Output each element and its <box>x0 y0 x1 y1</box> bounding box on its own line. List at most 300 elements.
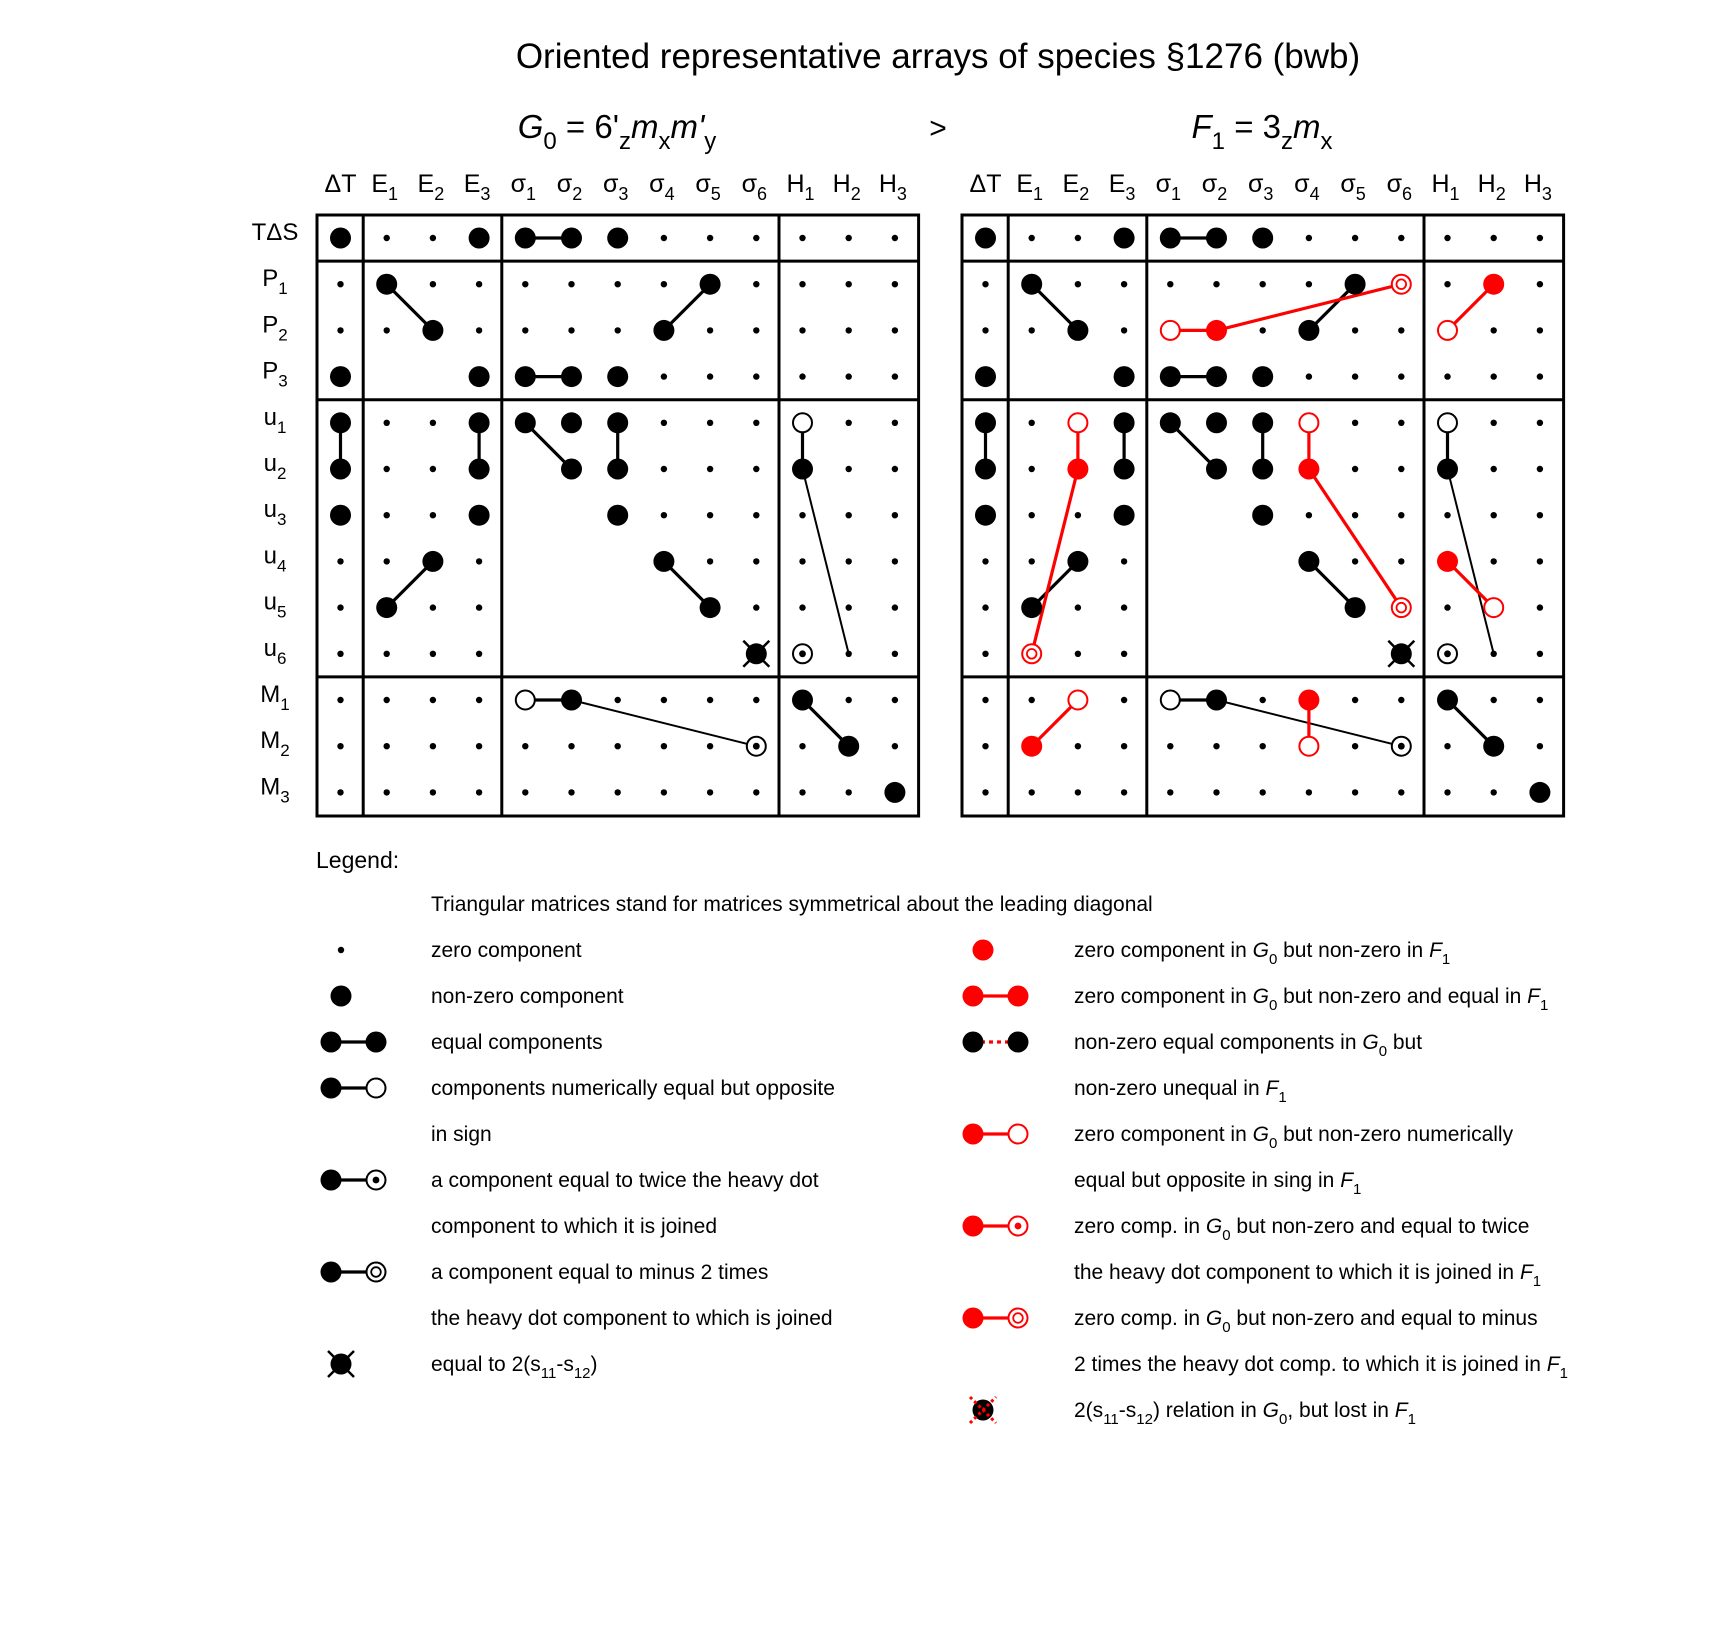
zero-component-mark <box>430 604 436 610</box>
zero-component-mark <box>522 789 528 795</box>
array-heading-G0-part: m' <box>670 108 705 145</box>
nonzero-component-mark <box>561 459 582 480</box>
row-label <box>260 727 289 760</box>
nonzero-component-mark <box>1345 274 1366 295</box>
row-label-part: 2 <box>280 741 290 761</box>
legend-item-left <box>338 939 582 962</box>
column-label-part: 2 <box>572 184 583 204</box>
column-label <box>1340 170 1365 204</box>
zero-component-mark <box>384 327 390 333</box>
zero-component-mark <box>1075 604 1081 610</box>
legend-text <box>1074 1399 1416 1428</box>
zero-component-mark <box>384 558 390 564</box>
zero-component-mark <box>1213 789 1219 795</box>
zero-component-mark <box>615 743 621 749</box>
legend-text-part: F <box>1546 1353 1560 1376</box>
column-label-part: σ <box>1155 170 1172 198</box>
zero-component-mark <box>337 743 343 749</box>
opposite-sign-mark <box>1299 737 1318 756</box>
nonzero-component-mark <box>331 986 352 1007</box>
legend-item-right <box>963 985 1549 1014</box>
column-label-part: 1 <box>1171 184 1182 204</box>
nonzero-component-mark <box>653 551 674 572</box>
opposite-sign-mark <box>1438 413 1457 432</box>
row-label-part: u <box>263 542 277 570</box>
column-label-part: 2 <box>1495 184 1506 204</box>
zero-component-mark <box>846 420 852 426</box>
legend-text-part: non-zero equal components in <box>1074 1031 1363 1054</box>
zero-component-mark <box>892 327 898 333</box>
legend-text-part: 0 <box>1222 1227 1231 1244</box>
zero-component-mark <box>568 789 574 795</box>
zero-component-mark <box>753 697 759 703</box>
zero-component-mark <box>982 327 988 333</box>
zero-component-mark <box>846 558 852 564</box>
nonzero-component-mark <box>700 274 721 295</box>
zero-component-mark <box>661 420 667 426</box>
nonzero-component-mark <box>1529 782 1550 803</box>
opposite-sign-mark <box>1299 413 1318 432</box>
row-label <box>264 404 287 437</box>
legend-text-part: 1 <box>1559 1365 1568 1382</box>
zero-component-mark <box>338 947 344 953</box>
zero-component-mark <box>892 558 898 564</box>
twice-mark-center <box>799 650 806 657</box>
zero-component-mark <box>430 235 436 241</box>
zero-component-mark <box>384 466 390 472</box>
zero-component-mark <box>707 558 713 564</box>
zero-component-mark <box>1029 697 1035 703</box>
legend-text-part: a component equal to minus 2 times <box>431 1261 769 1284</box>
zero-component-mark <box>1121 743 1127 749</box>
legend-text <box>1074 1261 1541 1290</box>
nonzero-component-mark <box>653 320 674 341</box>
zero-component-mark <box>476 651 482 657</box>
column-label <box>1431 170 1459 204</box>
twice-mark-center <box>753 743 760 750</box>
column-label <box>371 170 398 204</box>
nonzero-component-mark <box>1160 228 1181 249</box>
array-heading-G0-part: x <box>658 128 671 155</box>
zero-component-mark <box>337 604 343 610</box>
nonzero-component-mark <box>1437 459 1458 480</box>
zero-component-mark <box>1352 697 1358 703</box>
zero-component-mark <box>1537 327 1543 333</box>
array-heading-F1 <box>1192 108 1333 155</box>
zero-component-mark <box>476 558 482 564</box>
zero-component-mark <box>1029 235 1035 241</box>
column-label-part: σ <box>1247 170 1264 198</box>
opposite-sign-mark <box>367 1079 386 1098</box>
nonzero-component-mark <box>561 228 582 249</box>
legend-text-part: a component equal to twice the heavy dot <box>431 1169 819 1192</box>
column-label-part: 3 <box>1125 184 1136 204</box>
column-label <box>603 170 628 204</box>
nonzero-component-mark <box>330 366 351 387</box>
legend-item-left <box>328 1351 598 1382</box>
legend-text-part: 1 <box>1353 1181 1362 1198</box>
zero-component-mark <box>568 743 574 749</box>
opposite-sign-mark <box>516 691 535 710</box>
zero-component-mark <box>1398 697 1404 703</box>
zero-component-mark <box>892 743 898 749</box>
zero-component-mark <box>1491 558 1497 564</box>
legend-text-part: ) relation in <box>1152 1399 1263 1422</box>
zero-component-mark <box>1491 512 1497 518</box>
zero-component-mark <box>661 281 667 287</box>
twice-mark-center <box>1444 650 1451 657</box>
column-label-part: 3 <box>896 184 907 204</box>
column-label <box>325 170 357 198</box>
zero-component-mark <box>661 466 667 472</box>
legend-text-part: F <box>1340 1169 1354 1192</box>
nonzero-component-mark <box>422 320 443 341</box>
zero-component-mark <box>615 789 621 795</box>
zero-component-mark <box>1444 743 1450 749</box>
zero-component-mark <box>1306 281 1312 287</box>
nonzero-component-mark <box>1437 690 1458 711</box>
zero-component-mark <box>1029 512 1035 518</box>
zero-component-mark <box>1167 743 1173 749</box>
column-label-part: 1 <box>388 184 399 204</box>
column-label-part: 4 <box>1309 184 1320 204</box>
column-label-part: 6 <box>1402 184 1413 204</box>
nonzero-component-mark <box>1252 459 1273 480</box>
legend-text <box>1074 1077 1287 1106</box>
legend-text <box>431 1307 833 1330</box>
row-label <box>264 635 287 668</box>
zero-component-mark <box>384 697 390 703</box>
column-label <box>1156 170 1181 204</box>
row-label <box>260 681 289 714</box>
minus-twice-mark-inner <box>1027 649 1037 659</box>
zero-component-mark <box>476 697 482 703</box>
zero-component-mark <box>522 281 528 287</box>
zero-component-mark <box>1537 373 1543 379</box>
row-label-part: u <box>263 634 277 662</box>
zero-component-mark <box>1260 697 1266 703</box>
legend-text-part: zero component in <box>1074 1123 1253 1146</box>
column-label <box>418 170 445 204</box>
legend-item-right <box>973 939 1451 968</box>
zero-component-mark <box>384 789 390 795</box>
column-label-part: σ <box>1201 170 1218 198</box>
legend-text <box>1074 939 1450 968</box>
nonzero-component-mark <box>422 551 443 572</box>
new-component-mark <box>1021 736 1042 757</box>
legend-text-part: G <box>1262 1399 1280 1422</box>
zero-component-mark <box>1213 743 1219 749</box>
legend-text <box>1074 1123 1514 1152</box>
zero-component-mark <box>1121 651 1127 657</box>
row-label-part: u <box>263 403 277 431</box>
zero-component-mark <box>430 651 436 657</box>
zero-component-mark <box>1444 604 1450 610</box>
zero-component-mark <box>753 789 759 795</box>
legend-item-left <box>321 1031 603 1054</box>
array-heading-F1-part: m <box>1293 108 1321 145</box>
column-label <box>1294 170 1319 204</box>
zero-component-mark <box>1398 512 1404 518</box>
opposite-sign-mark <box>1009 1125 1028 1144</box>
legend-item-right <box>970 1397 1416 1428</box>
column-label <box>1248 170 1273 204</box>
new-component-mark <box>1483 274 1504 295</box>
column-label-part: 6 <box>757 184 768 204</box>
zero-component-mark <box>846 466 852 472</box>
zero-component-mark <box>982 558 988 564</box>
nonzero-component-mark <box>1345 597 1366 618</box>
opposite-sign-mark <box>1161 321 1180 340</box>
zero-component-mark <box>430 466 436 472</box>
zero-component-mark <box>1029 558 1035 564</box>
legend-text-part: ) <box>590 1353 598 1376</box>
zero-component-mark <box>476 327 482 333</box>
column-label-part: 1 <box>1033 184 1044 204</box>
legend-text-part: the heavy dot component to which it is joined in <box>1074 1261 1520 1284</box>
column-label-part: 5 <box>710 184 721 204</box>
column-label-part: E <box>371 170 389 198</box>
new-component-mark <box>1437 551 1458 572</box>
legend-text-part: 0 <box>1268 951 1278 968</box>
zero-component-mark <box>384 235 390 241</box>
zero-component-mark <box>1444 789 1450 795</box>
column-label-part: 3 <box>1541 184 1552 204</box>
nonzero-component-mark <box>561 366 582 387</box>
row-label-part: 6 <box>276 648 287 668</box>
array-heading-G0-part: m <box>631 108 659 145</box>
zero-component-mark <box>1352 327 1358 333</box>
zero-component-mark <box>892 512 898 518</box>
column-label <box>879 170 907 204</box>
legend-text-part: zero component <box>431 939 582 962</box>
row-label-part: u <box>263 450 277 477</box>
zero-component-mark <box>1075 281 1081 287</box>
zero-component-mark <box>1491 789 1497 795</box>
zero-component-mark <box>1213 281 1219 287</box>
nonzero-component-mark <box>607 459 628 480</box>
legend-text-part: F <box>1519 1261 1533 1284</box>
nonzero-component-mark <box>1298 320 1319 341</box>
zero-component-mark <box>1352 743 1358 749</box>
nonzero-component-mark <box>1206 366 1227 387</box>
zero-component-mark <box>1121 327 1127 333</box>
row-label <box>264 542 287 575</box>
zero-component-mark <box>846 235 852 241</box>
array-heading-F1-part: = 3 <box>1225 108 1281 145</box>
zero-component-mark <box>892 604 898 610</box>
zero-component-mark <box>753 373 759 379</box>
nonzero-component-mark <box>376 597 397 618</box>
nonzero-component-mark <box>469 412 490 433</box>
zero-component-mark <box>430 420 436 426</box>
zero-component-mark <box>707 327 713 333</box>
zero-component-mark <box>1352 373 1358 379</box>
zero-component-mark <box>1491 373 1497 379</box>
row-label-part: 2 <box>278 325 288 345</box>
zero-component-mark <box>1029 327 1035 333</box>
zero-component-mark <box>1075 789 1081 795</box>
zero-component-mark <box>846 281 852 287</box>
zero-component-mark <box>799 235 805 241</box>
nonzero-component-mark <box>975 505 996 526</box>
zero-component-mark <box>1398 789 1404 795</box>
column-label-part: σ <box>1340 170 1356 198</box>
array-heading-F1-part: 1 <box>1211 128 1226 155</box>
nonzero-component-mark <box>607 505 628 526</box>
zero-component-mark <box>982 604 988 610</box>
zero-component-mark <box>1260 789 1266 795</box>
column-label-part: 2 <box>850 184 861 204</box>
zero-component-mark <box>707 512 713 518</box>
column-label-part: 5 <box>1355 184 1366 204</box>
nonzero-component-mark <box>1252 412 1273 433</box>
column-label-part: 2 <box>1217 184 1228 204</box>
legend-text <box>431 1215 717 1238</box>
column-label-part: σ <box>1294 170 1310 198</box>
array-heading-G0-part: = 6' <box>556 108 619 145</box>
zero-component-mark <box>1491 466 1497 472</box>
zero-component-mark <box>753 420 759 426</box>
array-heading-G0-part: y <box>704 128 717 155</box>
zero-component-mark <box>799 789 805 795</box>
zero-component-mark <box>1306 789 1312 795</box>
column-label-part: H <box>1477 170 1496 198</box>
legend-text-part: F <box>1429 939 1442 962</box>
nonzero-component-mark <box>469 366 490 387</box>
nonzero-component-mark <box>469 505 490 526</box>
legend-text-part: F <box>1265 1077 1279 1100</box>
zero-component-mark <box>892 420 898 426</box>
column-label-part: σ <box>510 170 527 198</box>
legend-note: Triangular matrices stand for matrices symmetrical about the leading diagonal <box>431 893 1153 916</box>
zero-component-mark <box>661 512 667 518</box>
legend-text-part: 0 <box>1268 1135 1278 1152</box>
zero-component-mark <box>846 697 852 703</box>
column-label-part: H <box>786 170 805 198</box>
column-label-part: 4 <box>664 184 675 204</box>
column-label-part: 3 <box>1263 184 1274 204</box>
nonzero-component-mark <box>1252 366 1273 387</box>
nonzero-component-mark <box>1114 505 1135 526</box>
nonzero-component-mark <box>607 366 628 387</box>
row-label-part: 1 <box>276 417 287 437</box>
legend-text-part: 11 <box>540 1365 557 1382</box>
legend-item-right <box>963 1307 1568 1382</box>
zero-component-mark <box>1121 558 1127 564</box>
zero-component-mark <box>1398 466 1404 472</box>
opposite-sign-mark <box>1161 691 1180 710</box>
legend-text <box>431 1261 768 1284</box>
nonzero-component-mark <box>1252 228 1273 249</box>
nonzero-component-mark <box>884 782 905 803</box>
column-label-part: E <box>463 170 481 198</box>
zero-component-mark <box>1075 651 1081 657</box>
zero-component-mark <box>1260 743 1266 749</box>
legend-text-part: non-zero component <box>431 985 624 1008</box>
array-heading-G0-part: z <box>619 128 631 155</box>
zero-component-mark <box>337 789 343 795</box>
legend-item-right <box>963 1031 1423 1106</box>
legend-text-part: the heavy dot component to which is joined <box>431 1307 833 1330</box>
row-label <box>252 219 299 246</box>
legend-text <box>1074 1169 1361 1198</box>
legend-text-part: 0 <box>1378 1043 1388 1060</box>
legend-text-part: G <box>1252 939 1269 962</box>
zero-component-mark <box>707 235 713 241</box>
legend-text-part: but non-zero and equal to minus <box>1230 1307 1538 1330</box>
legend-text-part: 2 times the heavy dot comp. to which it is joined in <box>1074 1353 1547 1376</box>
zero-component-mark <box>799 743 805 749</box>
row-label <box>262 311 287 344</box>
zero-component-mark <box>476 743 482 749</box>
nonzero-component-mark <box>561 690 582 711</box>
zero-component-mark <box>1306 373 1312 379</box>
column-label <box>649 170 674 204</box>
zero-component-mark <box>1491 420 1497 426</box>
column-label <box>833 170 861 204</box>
zero-component-mark <box>568 327 574 333</box>
new-component-mark <box>1008 986 1029 1007</box>
row-label <box>264 496 287 529</box>
array-F1 <box>962 108 1564 816</box>
legend-text-part: -s <box>556 1353 574 1376</box>
zero-component-mark <box>476 604 482 610</box>
zero-component-mark <box>430 697 436 703</box>
zero-component-mark <box>1352 789 1358 795</box>
nonzero-component-mark <box>376 274 397 295</box>
row-label-part: u <box>263 496 277 524</box>
nonzero-component-mark <box>1252 505 1273 526</box>
legend-text-part: but <box>1387 1031 1423 1054</box>
column-label <box>511 170 536 204</box>
column-label <box>1387 170 1412 204</box>
nonzero-component-mark <box>975 412 996 433</box>
zero-component-mark <box>846 789 852 795</box>
legend-text-part: 11 <box>1103 1411 1119 1428</box>
zero-component-mark <box>1352 235 1358 241</box>
zero-component-mark <box>1537 466 1543 472</box>
legend-text-part: equal but opposite in sing in <box>1074 1169 1341 1192</box>
nonzero-component-mark <box>515 366 536 387</box>
legend-text <box>1074 985 1548 1014</box>
zero-component-mark <box>1537 512 1543 518</box>
row-label-part: 1 <box>280 695 290 714</box>
opposite-sign-mark <box>1438 321 1457 340</box>
zero-component-mark <box>1306 512 1312 518</box>
zero-component-mark <box>707 743 713 749</box>
zero-component-mark <box>1352 512 1358 518</box>
legend-text-part: 2(s <box>1074 1399 1104 1422</box>
zero-component-mark <box>1167 789 1173 795</box>
array-heading-F1-part: z <box>1281 128 1293 155</box>
zero-component-mark <box>799 604 805 610</box>
nonzero-component-mark <box>321 1032 342 1053</box>
legend-text <box>431 1169 819 1192</box>
new-component-mark <box>1067 459 1088 480</box>
zero-component-mark <box>753 512 759 518</box>
legend-title: Legend: <box>316 847 400 873</box>
zero-component-mark <box>1444 235 1450 241</box>
legend-item-left <box>331 985 624 1008</box>
zero-component-mark <box>892 651 898 657</box>
zero-component-mark <box>615 697 621 703</box>
nonzero-component-mark <box>1021 274 1042 295</box>
zero-component-mark <box>661 235 667 241</box>
zero-component-mark <box>982 697 988 703</box>
legend-text-part: 12 <box>1136 1411 1153 1428</box>
zero-component-mark <box>1537 281 1543 287</box>
